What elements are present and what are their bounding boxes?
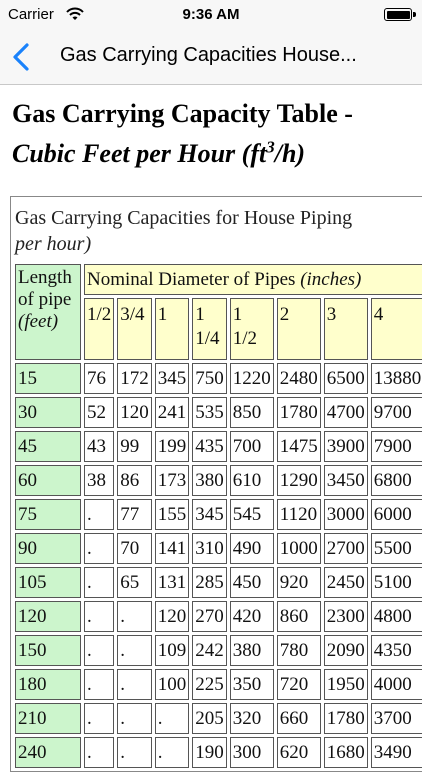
- capacity-cell: .: [155, 737, 190, 768]
- length-cell: 15: [15, 363, 81, 394]
- table-row: [15, 567, 422, 598]
- length-cell: 90: [15, 533, 81, 564]
- table-row: [15, 499, 422, 530]
- length-cell: 210: [15, 703, 81, 734]
- diameter-value: 1: [195, 304, 205, 325]
- capacity-cell: 1950: [324, 669, 368, 700]
- capacity-cell: 380: [230, 635, 274, 666]
- capacity-cell: 300: [230, 737, 274, 768]
- caption-line-2: per hour): [15, 233, 92, 255]
- diameter-header-cell: [84, 264, 422, 295]
- capacity-cell: 285: [192, 567, 227, 598]
- capacity-cell: .: [84, 635, 114, 666]
- table-row: [15, 669, 422, 700]
- table-row: [15, 363, 422, 394]
- capacity-cell: 6500: [324, 363, 368, 394]
- capacity-cell: .: [117, 635, 152, 666]
- capacity-cell: 120: [117, 397, 152, 428]
- capacity-cell: 109: [155, 635, 190, 666]
- heading-superscript: 3: [266, 137, 275, 157]
- capacity-cell: 120: [155, 601, 190, 632]
- capacity-cell: 199: [155, 431, 190, 462]
- capacity-cell: 420: [230, 601, 274, 632]
- capacity-cell: .: [117, 669, 152, 700]
- capacity-cell: 610: [230, 465, 274, 496]
- capacity-table: [12, 261, 422, 771]
- capacity-cell: 720: [277, 669, 321, 700]
- capacity-cell: 4000: [371, 669, 422, 700]
- capacity-cell: 450: [230, 567, 274, 598]
- capacity-cell: 490: [230, 533, 274, 564]
- table-row: [15, 737, 422, 768]
- capacity-cell: 4800: [371, 601, 422, 632]
- length-header-cell: [15, 264, 81, 360]
- diameter-value: 1: [157, 304, 168, 325]
- capacity-cell: 620: [277, 737, 321, 768]
- capacity-cell: .: [84, 499, 114, 530]
- diameter-cell: [230, 298, 274, 360]
- capacity-cell: 350: [230, 669, 274, 700]
- capacity-cell: 1290: [277, 465, 321, 496]
- capacity-cell: 2700: [324, 533, 368, 564]
- capacity-cell: 141: [155, 533, 190, 564]
- length-cell: 150: [15, 635, 81, 666]
- capacity-cell: 6800: [371, 465, 422, 496]
- capacity-cell: 65: [117, 567, 152, 598]
- capacity-cell: 535: [192, 397, 227, 428]
- table-row: [15, 431, 422, 462]
- capacity-cell: 320: [230, 703, 274, 734]
- capacity-cell: 52: [84, 397, 114, 428]
- capacity-cell: .: [117, 703, 152, 734]
- capacity-cell: 5100: [371, 567, 422, 598]
- diameter-cell: [324, 298, 368, 360]
- diameter-value: 2: [279, 304, 290, 325]
- table-row: [15, 465, 422, 496]
- diameter-value: 3/4: [120, 304, 145, 325]
- heading-line-1: Gas Carrying Capacity Table -: [12, 99, 353, 128]
- capacity-cell: 77: [117, 499, 152, 530]
- carrier-label: Carrier: [8, 6, 54, 23]
- diameter-cell: [277, 298, 321, 360]
- capacity-cell: 70: [117, 533, 152, 564]
- capacity-cell: .: [84, 737, 114, 768]
- table-row: [15, 703, 422, 734]
- capacity-cell: .: [84, 567, 114, 598]
- diameter-cell: [371, 298, 422, 360]
- capacity-cell: 242: [192, 635, 227, 666]
- capacity-cell: 13880: [371, 363, 422, 394]
- clock: 9:36 AM: [182, 6, 240, 23]
- capacity-cell: 860: [277, 601, 321, 632]
- length-cell: 240: [15, 737, 81, 768]
- capacity-cell: 205: [192, 703, 227, 734]
- capacity-cell: 750: [192, 363, 227, 394]
- capacity-cell: 99: [117, 431, 152, 462]
- diameter-fraction: 1/2: [232, 328, 258, 349]
- capacity-cell: 700: [230, 431, 274, 462]
- capacity-cell: 3000: [324, 499, 368, 530]
- capacity-cell: 1780: [277, 397, 321, 428]
- length-cell: 75: [15, 499, 81, 530]
- capacity-cell: 380: [192, 465, 227, 496]
- length-cell: 180: [15, 669, 81, 700]
- capacity-cell: 660: [277, 703, 321, 734]
- capacity-cell: 4700: [324, 397, 368, 428]
- diameter-cell: [192, 298, 227, 360]
- heading-line-2-text: Cubic Feet per Hour (ft: [12, 139, 267, 168]
- page-heading: [12, 94, 417, 174]
- capacity-cell: 3450: [324, 465, 368, 496]
- nav-title: Gas Carrying Capacities House...: [60, 44, 357, 66]
- length-cell: 45: [15, 431, 81, 462]
- capacity-cell: 270: [192, 601, 227, 632]
- length-cell: 60: [15, 465, 81, 496]
- capacity-cell: 780: [277, 635, 321, 666]
- diameter-cell: [155, 298, 190, 360]
- capacity-cell: 435: [192, 431, 227, 462]
- navigation-bar: [0, 30, 422, 85]
- capacity-cell: 4350: [371, 635, 422, 666]
- capacity-cell: 9700: [371, 397, 422, 428]
- capacity-cell: 131: [155, 567, 190, 598]
- capacity-cell: 3900: [324, 431, 368, 462]
- capacity-cell: 1680: [324, 737, 368, 768]
- diameter-unit: (inches): [300, 268, 362, 290]
- length-cell: 120: [15, 601, 81, 632]
- capacity-cell: 3700: [371, 703, 422, 734]
- capacity-cell: 2300: [324, 601, 368, 632]
- capacity-cell: 6000: [371, 499, 422, 530]
- table-row: [15, 635, 422, 666]
- capacity-cell: 241: [155, 397, 190, 428]
- diameter-cell: [117, 298, 152, 360]
- table-row: [15, 397, 422, 428]
- capacity-cell: 100: [155, 669, 190, 700]
- capacity-cell: 172: [117, 363, 152, 394]
- capacity-cell: 38: [84, 465, 114, 496]
- battery-icon: [384, 8, 412, 21]
- length-header-l2: of pipe: [18, 289, 72, 310]
- capacity-cell: 3490: [371, 737, 422, 768]
- heading-line-2-end: /h): [274, 139, 306, 168]
- table-caption: [11, 197, 422, 261]
- capacity-cell: 310: [192, 533, 227, 564]
- capacity-cell: 345: [155, 363, 190, 394]
- capacity-cell: .: [84, 703, 114, 734]
- capacity-cell: 76: [84, 363, 114, 394]
- capacity-cell: 190: [192, 737, 227, 768]
- diameter-header-text: Nominal Diameter of Pipes: [87, 268, 296, 290]
- capacity-cell: 2450: [324, 567, 368, 598]
- diameter-value: 4: [373, 304, 384, 325]
- capacity-cell: 155: [155, 499, 190, 530]
- header-row: [15, 264, 422, 295]
- heading-line-2: [12, 134, 417, 174]
- capacity-cell: 345: [192, 499, 227, 530]
- capacity-cell: .: [84, 669, 114, 700]
- diameter-fraction: 1/4: [195, 328, 220, 349]
- diameter-cell: [84, 298, 114, 360]
- length-header-l3: (feet): [18, 311, 59, 332]
- capacity-cell: 850: [230, 397, 274, 428]
- capacity-cell: 1475: [277, 431, 321, 462]
- capacity-cell: 1220: [230, 363, 274, 394]
- capacity-cell: 86: [117, 465, 152, 496]
- capacity-cell: 1120: [277, 499, 321, 530]
- table-row: [15, 533, 422, 564]
- capacity-cell: 225: [192, 669, 227, 700]
- capacity-cell: 2090: [324, 635, 368, 666]
- capacity-cell: 5500: [371, 533, 422, 564]
- length-cell: 30: [15, 397, 81, 428]
- status-bar: [0, 0, 422, 30]
- capacity-cell: 173: [155, 465, 190, 496]
- back-chevron-icon[interactable]: [10, 42, 32, 72]
- capacity-cell: 2480: [277, 363, 321, 394]
- capacity-cell: 43: [84, 431, 114, 462]
- capacity-cell: .: [117, 737, 152, 768]
- diameter-value: 1: [232, 304, 243, 325]
- diameter-value: 3: [326, 304, 337, 325]
- capacity-cell: .: [84, 601, 114, 632]
- capacity-cell: 545: [230, 499, 274, 530]
- caption-line-1: Gas Carrying Capacities for House Piping: [15, 207, 353, 229]
- diameter-value: 1/2: [87, 304, 112, 325]
- capacity-table-container: [10, 196, 422, 772]
- capacity-cell: .: [155, 703, 190, 734]
- capacity-cell: .: [117, 601, 152, 632]
- length-cell: 105: [15, 567, 81, 598]
- table-row: [15, 601, 422, 632]
- capacity-cell: 1780: [324, 703, 368, 734]
- capacity-cell: .: [84, 533, 114, 564]
- capacity-cell: 7900: [371, 431, 422, 462]
- capacity-cell: 920: [277, 567, 321, 598]
- length-header-l1: Length: [18, 267, 72, 288]
- capacity-cell: 1000: [277, 533, 321, 564]
